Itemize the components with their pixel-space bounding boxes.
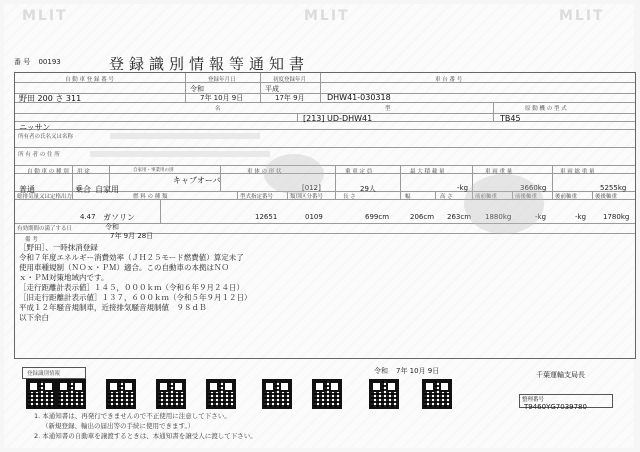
qr-code-2 xyxy=(56,379,86,409)
serial-number: T9460YG7039780 xyxy=(524,403,587,411)
label-fr: 前後軸重 xyxy=(515,194,538,200)
label-body: 車 体 の 形 状 xyxy=(247,169,282,175)
plate-number: 野田 200 さ 311 xyxy=(19,94,82,103)
registration-id-box: 登録識別情報 xyxy=(22,367,86,379)
footnote-2: （新規登録、輸出の届出等の手続に使用できます。） xyxy=(42,422,195,430)
remarks-line-8: 以下余白 xyxy=(19,313,49,322)
vehicle-length: 699cm xyxy=(365,213,390,221)
issuer: 千葉運輸支局長 xyxy=(536,371,585,379)
vehicle-purpose: 自家用 xyxy=(95,185,119,194)
remarks-line-4: ｘ・ＰＭ対策地域内です。 xyxy=(19,273,109,282)
engine-model: TB45 xyxy=(500,114,521,123)
qr-code-4 xyxy=(156,379,186,409)
label-use: 用 途 xyxy=(77,169,90,175)
vehicle-body-code: [012] xyxy=(302,184,321,192)
label-length: 長 さ xyxy=(343,194,356,200)
serial-label: 整理番号 xyxy=(522,397,545,403)
vehicle-capacity: 29人 xyxy=(360,185,376,193)
vehicle-body: キャブオーバ xyxy=(173,176,221,185)
label-ff: 前前軸重 xyxy=(475,194,498,200)
document-number: 番 号 00193 xyxy=(14,58,61,66)
remarks-line-3: 使用車種規制（ＮＯｘ・ＰＭ）適合。この自動車の本拠はＮＯ xyxy=(19,263,229,272)
document-page xyxy=(4,4,634,448)
watermark-left: MLIT xyxy=(22,8,68,24)
fuel-type: ガソリン xyxy=(103,213,135,222)
remarks-line-6: ［旧走行距離計表示値］１３７，６００ｋｍ（令和５年９月１２日） xyxy=(19,293,252,302)
footnote-1: 1. 本通知書は、再発行できませんので不正使用に注意して下さい。 xyxy=(34,412,231,420)
qr-code-6 xyxy=(262,379,292,409)
label-first-reg: 初度登録年月 xyxy=(273,77,307,83)
vehicle-model: [213] UD-DHW41 xyxy=(303,114,373,123)
remarks-line-1: ［野田］、一時抹消登録 xyxy=(19,243,98,252)
label-reg-number: 自 動 車 登 録 番 号 xyxy=(65,77,114,83)
qr-code-8 xyxy=(369,379,399,409)
label-width: 幅 xyxy=(405,194,411,200)
watermark-center: MLIT xyxy=(304,8,350,24)
qr-code-5 xyxy=(206,379,236,409)
vehicle-kind: 普通 xyxy=(19,185,35,194)
model-number: 12651 xyxy=(255,213,278,221)
label-gross: 車 両 総 重 量 xyxy=(560,169,595,175)
chassis-number: DHW41-030318 xyxy=(327,93,391,102)
expiry-era: 令和 xyxy=(105,223,119,231)
axle-rf: -kg xyxy=(575,213,587,221)
axle-ff: 1880kg xyxy=(485,213,512,221)
label-capacity: 乗 車 定 員 xyxy=(345,169,373,175)
label-owner-address: 所 有 者 の 住 所 xyxy=(18,152,60,158)
remarks-line-7: 平成１２年騒音規制車，近接排気騒音規制値 ９８ｄＢ xyxy=(19,303,207,312)
label-max-load: 最 大 積 載 量 xyxy=(410,169,445,175)
label-vehicle-kind: 自 動 車 の 種 別 xyxy=(27,169,69,175)
issue-era: 令和 xyxy=(374,367,388,375)
label-rf: 後前軸重 xyxy=(555,194,578,200)
document-title: 登録識別情報等通知書 xyxy=(109,55,310,73)
label-owner: 所有者の氏名又は名称 xyxy=(18,134,74,140)
label-class-no: 類別区分番号 xyxy=(290,194,324,200)
label-reg-date: 登録年月日 xyxy=(208,77,236,83)
label-chassis-no: 車 台 番 号 xyxy=(435,77,463,83)
vehicle-max-load: -kg xyxy=(457,184,469,192)
label-rr: 後後軸重 xyxy=(595,194,618,200)
vehicle-weight: 3660kg xyxy=(520,184,547,192)
label-displacement: 総排気量又は定格出力 xyxy=(17,194,73,200)
label-purpose: 自家用・事業用の別 xyxy=(133,168,174,173)
remarks-line-2: 令和７年度エネルギー消費効率（ＪＨ２５モード燃費値）算定未了 xyxy=(19,253,244,262)
vehicle-gross: 5255kg xyxy=(600,184,627,192)
issue-date: 7年 10月 9日 xyxy=(396,367,440,375)
remarks-line-5: ［走行距離計表示値］１４５，０００ｋｍ（令和６年９月２４日） xyxy=(19,283,244,292)
label-model: 型 xyxy=(385,106,391,112)
data-table xyxy=(14,72,636,359)
vehicle-width: 206cm xyxy=(410,213,435,221)
label-fuel: 燃 料 の 種 類 xyxy=(133,194,168,200)
qr-code-9 xyxy=(422,379,452,409)
label-remarks: 備 考 xyxy=(25,237,38,243)
reg-date: 7年 10月 9日 xyxy=(200,94,244,102)
axle-fr: -kg xyxy=(535,213,547,221)
label-engine-model: 原 動 機 の 型 式 xyxy=(525,106,567,112)
first-reg-date: 17年 9月 xyxy=(275,94,305,102)
label-model-no: 型式指定番号 xyxy=(240,194,274,200)
qr-code-1 xyxy=(26,379,56,409)
reg-era: 令和 xyxy=(190,85,204,93)
label-height: 高 さ xyxy=(440,194,453,200)
qr-code-3 xyxy=(106,379,136,409)
expiry-date: 7年 9月 28日 xyxy=(110,232,154,240)
maker: ニッサン xyxy=(19,123,51,132)
displacement: 4.47 xyxy=(80,213,96,221)
label-expiry: 有効期間の満了する日 xyxy=(17,226,73,232)
axle-rr: 1780kg xyxy=(603,213,630,221)
vehicle-use: 乗合 xyxy=(75,185,91,194)
label-name: 名 xyxy=(215,106,221,112)
label-weight: 車 両 重 量 xyxy=(485,169,513,175)
qr-code-7 xyxy=(312,379,342,409)
serial-number-box xyxy=(519,394,613,411)
watermark-right: MLIT xyxy=(559,8,605,24)
first-reg-era: 平成 xyxy=(265,85,279,93)
class-number: 0109 xyxy=(305,213,323,221)
vehicle-height: 263cm xyxy=(447,213,472,221)
footnote-3: 2. 本通知書の自動車を譲渡するときは、本通知書を譲受人に渡して下さい。 xyxy=(34,432,257,440)
